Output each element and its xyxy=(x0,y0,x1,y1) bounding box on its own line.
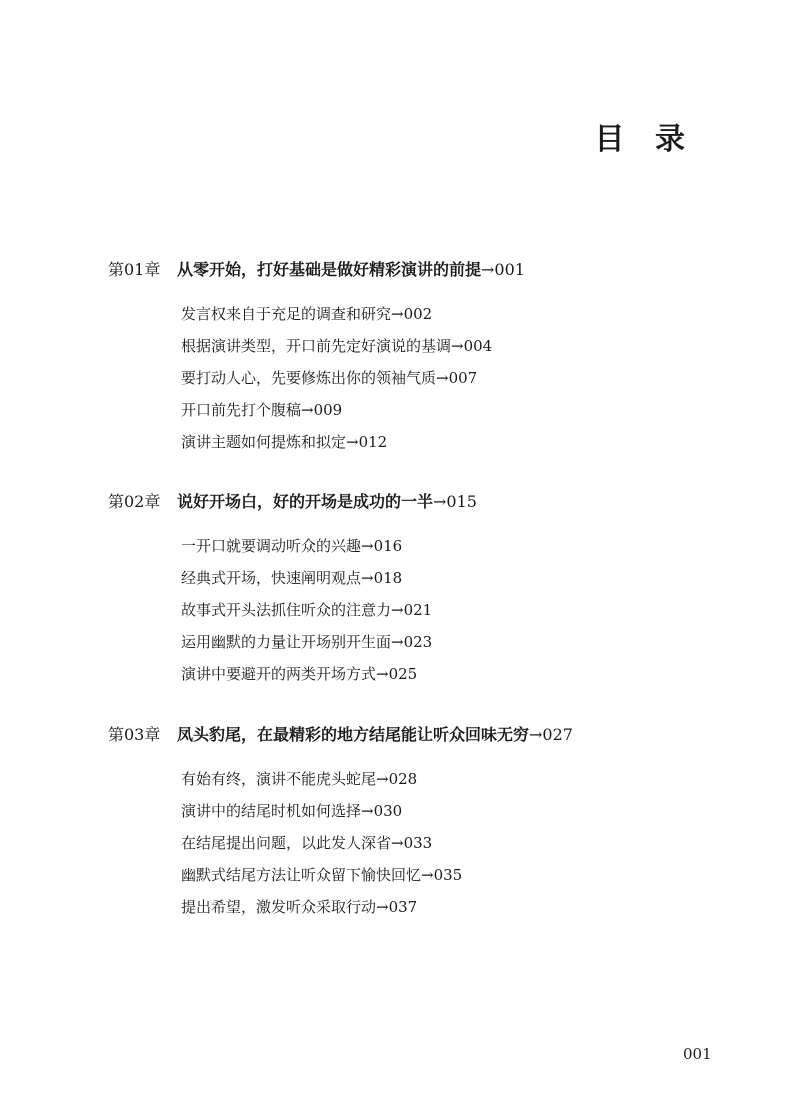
toc-entry[interactable] xyxy=(181,298,492,330)
chapter-heading[interactable] xyxy=(108,723,708,747)
section-page-ref: →002 xyxy=(391,305,433,323)
toc-entry[interactable] xyxy=(181,763,462,795)
section-page-ref: →004 xyxy=(451,337,493,355)
section-page-ref: →037 xyxy=(376,898,418,916)
section-page-ref: →033 xyxy=(391,834,433,852)
section-page-ref: →021 xyxy=(391,601,433,619)
toc-entry[interactable] xyxy=(181,530,432,562)
section-title: 在结尾提出问题，以此发人深省 xyxy=(181,834,392,852)
chapter-page-ref: →027 xyxy=(529,725,573,744)
section-title: 故事式开头法抓住听众的注意力 xyxy=(181,601,392,619)
section-page-ref: →012 xyxy=(346,433,388,451)
section-title: 演讲主题如何提炼和拟定 xyxy=(181,433,347,451)
chapter-page-ref: →001 xyxy=(481,260,525,279)
section-title: 一开口就要调动听众的兴趣 xyxy=(181,537,362,555)
section-title: 演讲中要避开的两类开场方式 xyxy=(181,665,377,683)
section-title: 根据演讲类型，开口前先定好演说的基调 xyxy=(181,337,452,355)
toc-entry[interactable] xyxy=(181,426,492,458)
section-page-ref: →030 xyxy=(361,802,403,820)
chapter-03 xyxy=(108,723,708,916)
toc-entry[interactable] xyxy=(181,330,492,362)
chapter-number: 第03章 xyxy=(108,725,161,744)
chapter-heading[interactable] xyxy=(108,490,708,514)
toc-entry[interactable] xyxy=(181,827,462,859)
section-list xyxy=(181,530,432,690)
toc-entry[interactable] xyxy=(181,394,492,426)
section-page-ref: →009 xyxy=(301,401,343,419)
section-page-ref: →023 xyxy=(391,633,433,651)
section-title: 运用幽默的力量让开场别开生面 xyxy=(181,633,392,651)
chapter-title-text: 说好开场白，好的开场是成功的一半 xyxy=(177,492,434,511)
toc-entry[interactable] xyxy=(181,362,492,394)
section-list xyxy=(181,763,462,923)
chapter-number: 第01章 xyxy=(108,260,161,279)
chapter-02 xyxy=(108,490,708,683)
section-page-ref: →035 xyxy=(421,866,463,884)
section-list xyxy=(181,298,492,458)
chapter-title xyxy=(177,723,573,747)
section-page-ref: →016 xyxy=(361,537,403,555)
section-page-ref: →018 xyxy=(361,569,403,587)
chapter-title-text: 从零开始，打好基础是做好精彩演讲的前提 xyxy=(177,260,482,279)
section-title: 有始有终，演讲不能虎头蛇尾 xyxy=(181,770,377,788)
toc-entry[interactable] xyxy=(181,795,462,827)
page-number: 001 xyxy=(683,1045,712,1063)
chapter-heading[interactable] xyxy=(108,258,708,282)
toc-entry[interactable] xyxy=(181,658,432,690)
toc-entry[interactable] xyxy=(181,626,432,658)
toc-entry[interactable] xyxy=(181,562,432,594)
section-title: 要打动人心，先要修炼出你的领袖气质 xyxy=(181,369,437,387)
page-title: 目 录 xyxy=(594,122,695,157)
section-title: 演讲中的结尾时机如何选择 xyxy=(181,802,362,820)
chapter-page-ref: →015 xyxy=(433,492,477,511)
section-title: 开口前先打个腹稿 xyxy=(181,401,302,419)
section-title: 经典式开场，快速阐明观点 xyxy=(181,569,362,587)
chapter-number: 第02章 xyxy=(108,492,161,511)
chapter-01 xyxy=(108,258,708,451)
section-title: 提出希望，激发听众采取行动 xyxy=(181,898,377,916)
section-page-ref: →028 xyxy=(376,770,418,788)
chapter-title xyxy=(177,258,525,282)
section-page-ref: →025 xyxy=(376,665,418,683)
section-title: 幽默式结尾方法让听众留下愉快回忆 xyxy=(181,866,422,884)
toc-entry[interactable] xyxy=(181,891,462,923)
section-title: 发言权来自于充足的调查和研究 xyxy=(181,305,392,323)
section-page-ref: →007 xyxy=(436,369,478,387)
chapter-title xyxy=(177,490,477,514)
toc-entry[interactable] xyxy=(181,859,462,891)
chapter-title-text: 凤头豹尾，在最精彩的地方结尾能让听众回味无穷 xyxy=(177,725,530,744)
toc-entry[interactable] xyxy=(181,594,432,626)
